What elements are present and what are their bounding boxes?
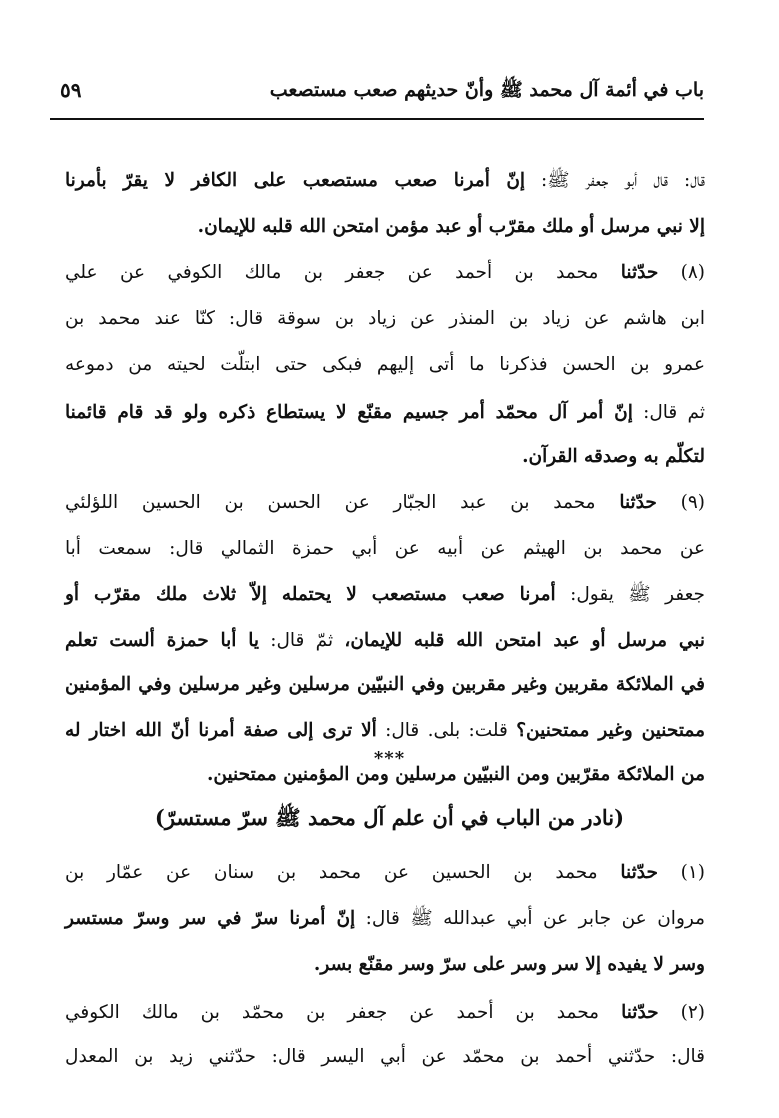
line-plain-text: قال: حدّثني أحمد بن محمّد عن أبي اليسر قال: حدّثني زيد بن المعدل	[65, 1046, 705, 1067]
section-separator: ***	[373, 748, 406, 769]
text-line	[65, 258, 705, 288]
line-bold-text: إلا نبي مرسل أو ملك مقرّب أو عبد مؤمن امتحن الله قلبه للإيمان.	[197, 216, 705, 237]
line-bold-text: إنّ أمرنا سرّ في سر وسرّ مستسر	[65, 908, 356, 929]
line-trailing-text	[65, 862, 620, 883]
line-bold-text: حدّثنا	[620, 862, 658, 883]
line-trailing-text	[65, 720, 516, 741]
header-title: باب في أئمة آل محمد ﷺ وأنّ حديثهم صعب مستصعب	[269, 79, 704, 101]
line-plain-text: جعفر ﷺ يقول:	[555, 584, 705, 605]
text-segment: محمد بن الحسين عن محمد بن سنان عن عمّار بن	[65, 862, 621, 883]
line-trailing-text	[65, 262, 621, 283]
line-bold-text: إنّ أمر آل محمّد أمر جسيم مقنّع لا يستطاع ذكره ولو قد قام قائمنا	[65, 402, 633, 423]
page-number: ٥٩	[60, 78, 82, 102]
line-plain-text: قال: قال أبو جعفر ﷺ:	[525, 170, 705, 191]
line-bold-text: حدّثنا	[620, 262, 659, 283]
line-bold-text: في الملائكة مقربين وغير مقربين وفي النبيّين مرسلين وغير مرسلين وفي المؤمنين	[65, 674, 705, 695]
text-line	[65, 304, 705, 334]
text-line	[65, 442, 705, 472]
text-segment: قلت: بلى. قال:	[376, 720, 517, 741]
text-line	[65, 212, 705, 242]
text-segment: محمد بن عبد الجبّار عن الحسن بن الحسين اللؤلئي	[65, 492, 620, 513]
line-plain-text: (٢)	[658, 1002, 705, 1023]
line-bold-text: إنّ أمرنا صعب مستصعب على الكافر لا يقرّ بأمرنا	[65, 170, 526, 191]
line-trailing-text	[65, 492, 619, 513]
line-plain-text: (٨)	[658, 262, 705, 283]
text-line	[65, 166, 705, 196]
text-line	[65, 950, 705, 980]
text-line	[65, 350, 705, 380]
text-line	[65, 716, 705, 746]
line-plain-text: مروان عن جابر عن أبي عبدالله ﷺ قال:	[355, 908, 705, 929]
line-bold-text: من الملائكة مقرّبين ومن النبيّين مرسلين ومن المؤمنين ممتحنين.	[206, 764, 705, 785]
text-segment: ألا ترى إلى صفة أمرنا أنّ الله اختار له	[65, 720, 377, 741]
line-bold-text: أمرنا صعب مستصعب لا يحتمله إلاّ ثلاث ملك مقرّب أو	[65, 584, 556, 605]
text-segment: ثمّ قال:	[258, 630, 345, 651]
line-bold-text: حدّثنا	[621, 1002, 659, 1023]
line-plain-text: ابن هاشم عن زياد بن المنذر عن زياد بن سوقة قال: كنّا عند محمد بن	[65, 308, 705, 329]
text-line	[65, 580, 705, 610]
line-plain-text: (١)	[657, 862, 705, 883]
line-plain-text: عن محمد بن الهيثم عن أبيه عن أبي حمزة الثمالي قال: سمعت أبا	[65, 538, 705, 559]
line-bold-text: لتكلّم به وصدقه القرآن.	[522, 446, 705, 467]
text-segment: يا أبا حمزة ألست تعلم	[65, 630, 259, 651]
text-line	[65, 1042, 705, 1072]
running-header	[60, 78, 704, 112]
text-segment: محمد بن أحمد عن جعفر بن محمّد بن مالك الكوفي	[65, 1002, 622, 1023]
line-plain-text: (٩)	[656, 492, 705, 513]
line-bold-text: حدّثنا	[619, 492, 657, 513]
chapter-title: (نادر من الباب في أن علم آل محمد ﷺ سرّ مستسرّ)	[154, 805, 625, 830]
text-line	[65, 998, 705, 1028]
text-line	[65, 858, 705, 888]
text-line	[65, 904, 705, 934]
text-line	[65, 488, 705, 518]
line-bold-text: ممتحنين وغير ممتحنين؟	[516, 720, 706, 741]
header-rule	[50, 118, 704, 120]
line-plain-text: ثم قال:	[632, 402, 705, 423]
text-line	[65, 534, 705, 564]
line-trailing-text	[65, 630, 344, 651]
line-bold-text: وسر لا يفيده إلا سر وسر على سرّ وسر مقنّع بسر.	[313, 954, 705, 975]
text-line	[65, 626, 705, 656]
line-bold-text: نبي مرسل أو عبد امتحن الله قلبه للإيمان،	[344, 630, 705, 651]
text-segment: محمد بن أحمد عن جعفر بن مالك الكوفي عن علي	[65, 262, 621, 283]
text-line	[65, 398, 705, 428]
line-plain-text: عمرو بن الحسن فذكرنا ما أتى إليهم فبكى حتى ابتلّت لحيته من دموعه	[65, 354, 705, 375]
line-trailing-text	[65, 1002, 621, 1023]
text-line	[65, 670, 705, 700]
